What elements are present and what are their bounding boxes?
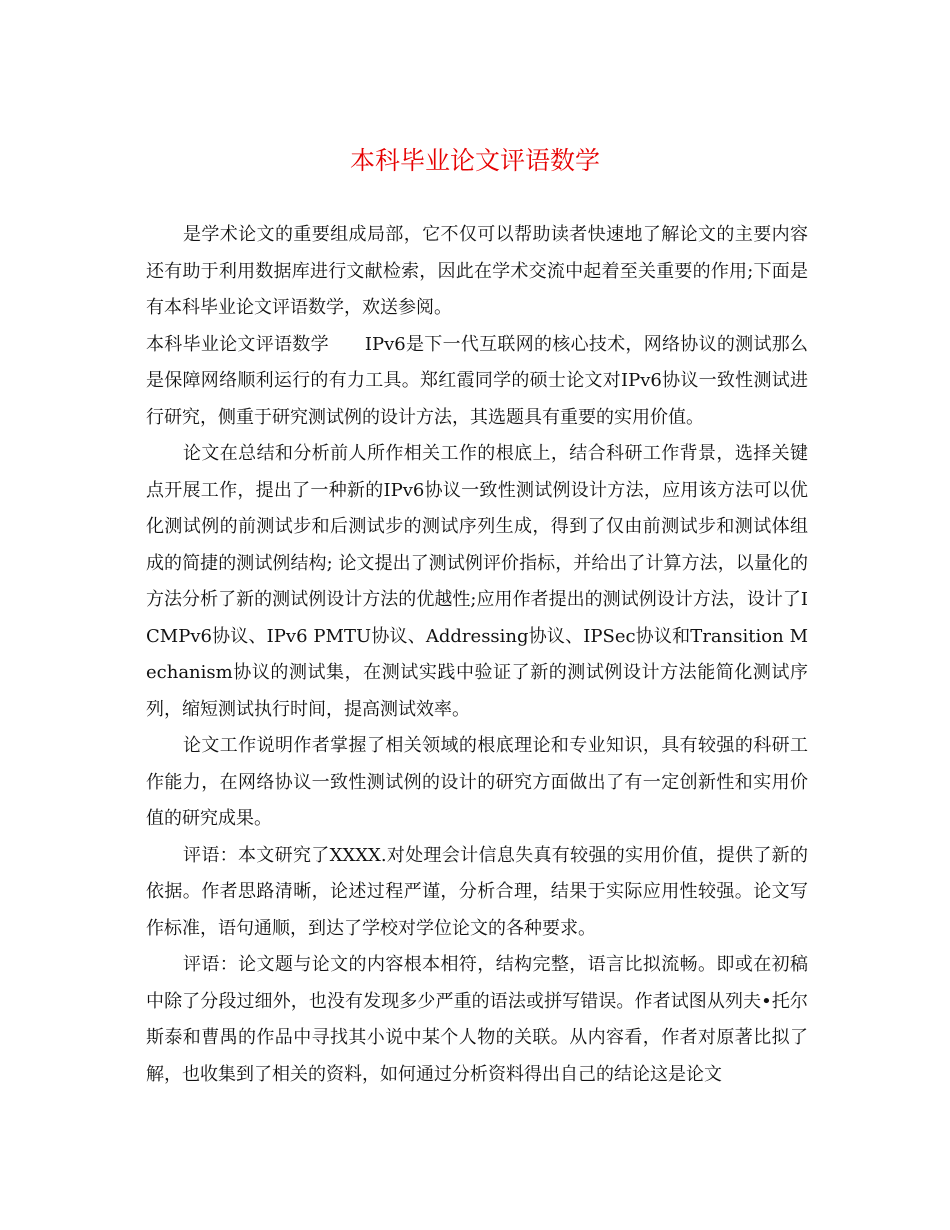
paragraph-comment-1: 评语：本文研究了XXXX.对处理会计信息失真有较强的实用价值，提供了新的依据。作者思路清晰，论述过程严谨，分析合理，结果于实际应用性较强。论文写作标准，语句通顺，到达了学校对学位论文的各种要求。: [146, 844, 808, 939]
paragraph-heading-inline: [146, 327, 808, 437]
paragraph-text: IPv6是下一代互联网的核心技术，网络协议的测试那么是保障网络顺利运行的有力工具。郑红霞同学的硕士论文对IPv6协议一致性测试进行研究，侧重于研究测试例的设计方法，其选题具有重要的实用价值。: [146, 333, 809, 428]
document-body: [146, 217, 808, 1093]
paragraph-ability: 论文工作说明作者掌握了相关领域的根底理论和专业知识，具有较强的科研工作能力，在网络协议一致性测试例的设计的研究方面做出了有一定创新性和实用价值的研究成果。: [146, 735, 808, 829]
document-title: 本科毕业论文评语数学: [349, 146, 600, 175]
inline-heading: 本科毕业论文评语数学: [146, 333, 329, 355]
paragraph-method: 论文在总结和分析前人所作相关工作的根底上，结合科研工作背景，选择关键点开展工作，提出了一种新的IPv6协议一致性测试例设计方法，应用该方法可以优化测试例的前测试步和后测试步的测试序列生成，得到了仅由前测试步和测试体组成的简捷的测试例结构; 论文提出了测试例评价指标，并给出了计算方法，以量化的方法分析了新的测试例设计方法的优越性;应用作者提出的测试例设计方法，设计了ICMPv6协议、IPv6 PMTU协议、Addressing协议、IPSec协议和Transition Mechanism协议的测试集，在测试实践中验证了新的测试例设计方法能简化测试序列，缩短测试执行时间，提高测试效率。: [146, 443, 808, 720]
paragraph-comment-2: 评语：论文题与论文的内容根本相符，结构完整，语言比拟流畅。即或在初稿中除了分段过细外，也没有发现多少严重的语法或拼写错误。作者试图从列夫•托尔斯泰和曹禺的作品中寻找其小说中某个人物的关联。从内容看，作者对原著比拟了解，也收集到了相关的资料，如何通过分析资料得出自己的结论这是论文: [146, 954, 808, 1085]
paragraph-intro: 是学术论文的重要组成局部，它不仅可以帮助读者快速地了解论文的主要内容还有助于利用数据库进行文献检索，因此在学术交流中起着至关重要的作用;下面是有本科毕业论文评语数学，欢送参阅。: [146, 224, 808, 318]
